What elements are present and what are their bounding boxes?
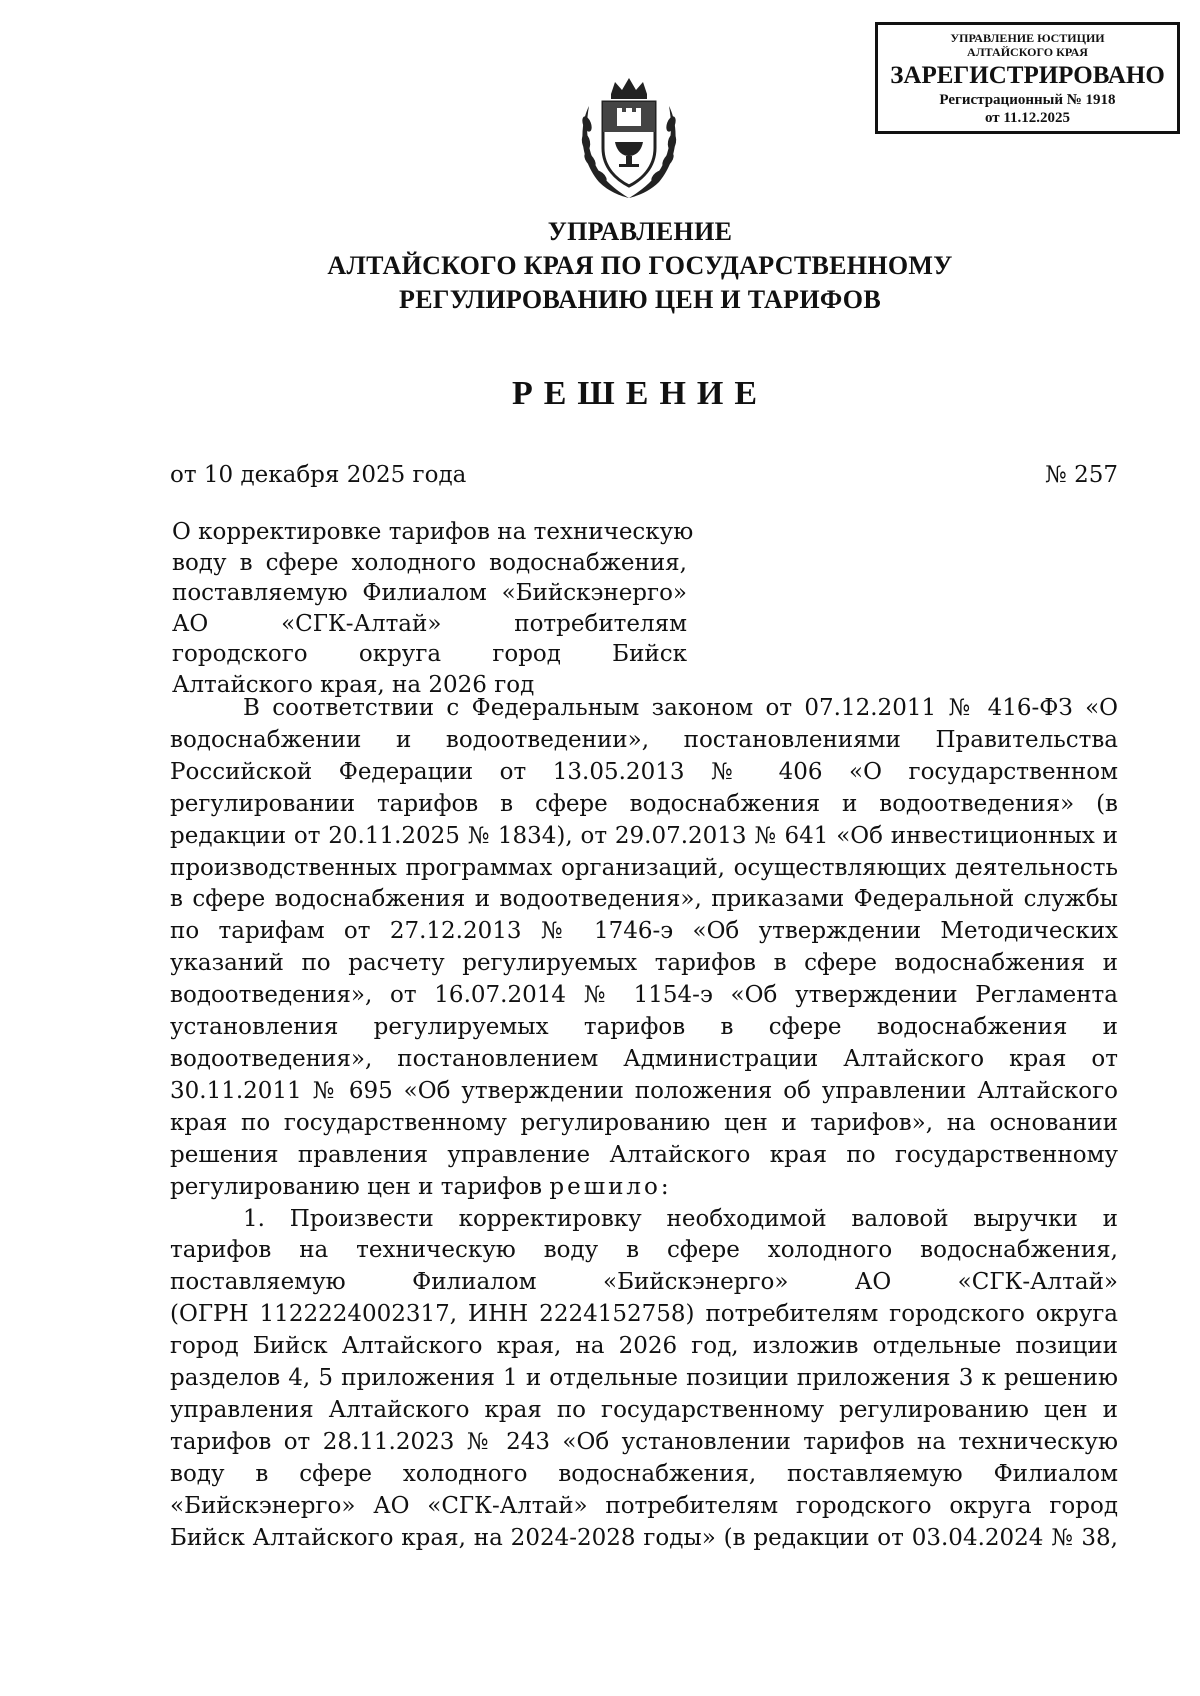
preamble-line: редакции от 20.11.2025 № 1834), от 29.07.2013 № 641 «Об инвестиционных и [170, 822, 1118, 849]
item-1-line: воду в сфере холодного водоснабжения, поставляемую Филиалом [170, 1460, 1118, 1487]
preamble-line: регулировании тарифов в сфере водоснабжения и водоотведения» (в [170, 790, 1118, 817]
preamble-line: производственных программах организаций, осуществляющих деятельность [170, 854, 1118, 881]
preamble-line: Российской Федерации от 13.05.2013 № 406 «О государственном [170, 758, 1118, 785]
item-1-line: разделов 4, 5 приложения 1 и отдельные позиции приложения 3 к решению [170, 1365, 1118, 1392]
decision-subject [172, 517, 694, 700]
preamble-line: 30.11.2011 № 695 «Об утверждении положения об управлении Алтайского [170, 1077, 1118, 1104]
preamble-line: указаний по расчету регулируемых тарифов в сфере водоснабжения и [170, 950, 1118, 977]
item-1-line: поставляемую Филиалом «Бийскэнерго» АО «СГК-Алтай» [170, 1269, 1118, 1296]
preamble-line: водоотведения», постановлением Администрации Алтайского края от [170, 1045, 1118, 1072]
preamble-line: В соответствии с Федеральным законом от 07.12.2011 № 416-ФЗ «О [243, 695, 1118, 721]
preamble-line: края по государственному регулированию цен и тарифов», на основании [170, 1109, 1118, 1136]
stamp-region: АЛТАЙСКОГО КРАЯ [967, 45, 1088, 59]
preamble-line: по тарифам от 27.12.2013 № 1746-э «Об утверждении Методических [170, 918, 1118, 945]
decision-body [170, 693, 1118, 1554]
subject-line: поставляемую Филиалом «Бийскэнерго» [172, 580, 687, 606]
stamp-status: ЗАРЕГИСТРИРОВАНО [890, 62, 1165, 89]
preamble-line: установления регулируемых тарифов в сфере водоснабжения и [170, 1014, 1118, 1041]
subject-line: городского округа город Бийск [172, 641, 687, 667]
preamble-line: водоснабжении и водоотведении», постановлениями Правительства [170, 726, 1118, 753]
registration-stamp [875, 22, 1180, 134]
authority-line-3: РЕГУЛИРОВАНИЮ ЦЕН И ТАРИФОВ [399, 285, 881, 314]
item-1-line: тарифов на техническую воду в сфере холодного водоснабжения, [170, 1237, 1118, 1264]
item-1-line: Бийск Алтайского края, на 2024-2028 годы» (в редакции от 03.04.2024 № 38, [170, 1524, 1118, 1551]
preamble-line: водоотведения», от 16.07.2014 № 1154-э «Об утверждении Регламента [170, 982, 1118, 1009]
item-1-line: 1. Произвести корректировку необходимой валовой выручки и [243, 1205, 1118, 1232]
decision-date: от 10 декабря 2025 года [170, 462, 467, 488]
issuing-authority [0, 215, 1200, 317]
authority-line-1: УПРАВЛЕНИЕ [547, 217, 733, 246]
item-1-line: (ОГРН 1122224002317, ИНН 2224152758) потребителям городского округа [170, 1301, 1118, 1328]
preamble-last-line [170, 1172, 1118, 1204]
stamp-reg-number: Регистрационный № 1918 [939, 92, 1116, 108]
stamp-org: УПРАВЛЕНИЕ ЮСТИЦИИ [950, 31, 1105, 45]
item-1-line: «Бийскэнерго» АО «СГК-Алтай» потребителям городского округа город [170, 1492, 1118, 1519]
authority-line-2: АЛТАЙСКОГО КРАЯ ПО ГОСУДАРСТВЕННОМУ [327, 251, 953, 280]
item-1-line: управления Алтайского края по государственному регулированию цен и [170, 1396, 1118, 1423]
subject-line: Алтайского края, на 2026 год [172, 671, 535, 698]
coat-of-arms-icon [575, 76, 683, 200]
decided-word: решило: [549, 1173, 672, 1200]
item-1-line: тарифов от 28.11.2023 № 243 «Об установлении тарифов на техническую [170, 1428, 1118, 1455]
subject-line: О корректировке тарифов на техническую [172, 519, 694, 545]
stamp-reg-date: от 11.12.2025 [984, 110, 1071, 126]
preamble-line: в сфере водоснабжения и водоотведения», приказами Федеральной службы [170, 886, 1118, 913]
item-1-line: город Бийск Алтайского края, на 2026 год, изложив отдельные позиции [170, 1333, 1118, 1360]
subject-line: АО «СГК-Алтай» потребителям [172, 610, 687, 637]
subject-line: воду в сфере холодного водоснабжения, [172, 549, 687, 576]
preamble-line-text: регулированию цен и тарифов [170, 1173, 543, 1200]
document-type-title: РЕШЕНИЕ [511, 375, 769, 412]
preamble-line: решения правления управление Алтайского края по государственному [170, 1141, 1118, 1168]
decision-number: № 257 [1045, 462, 1118, 488]
